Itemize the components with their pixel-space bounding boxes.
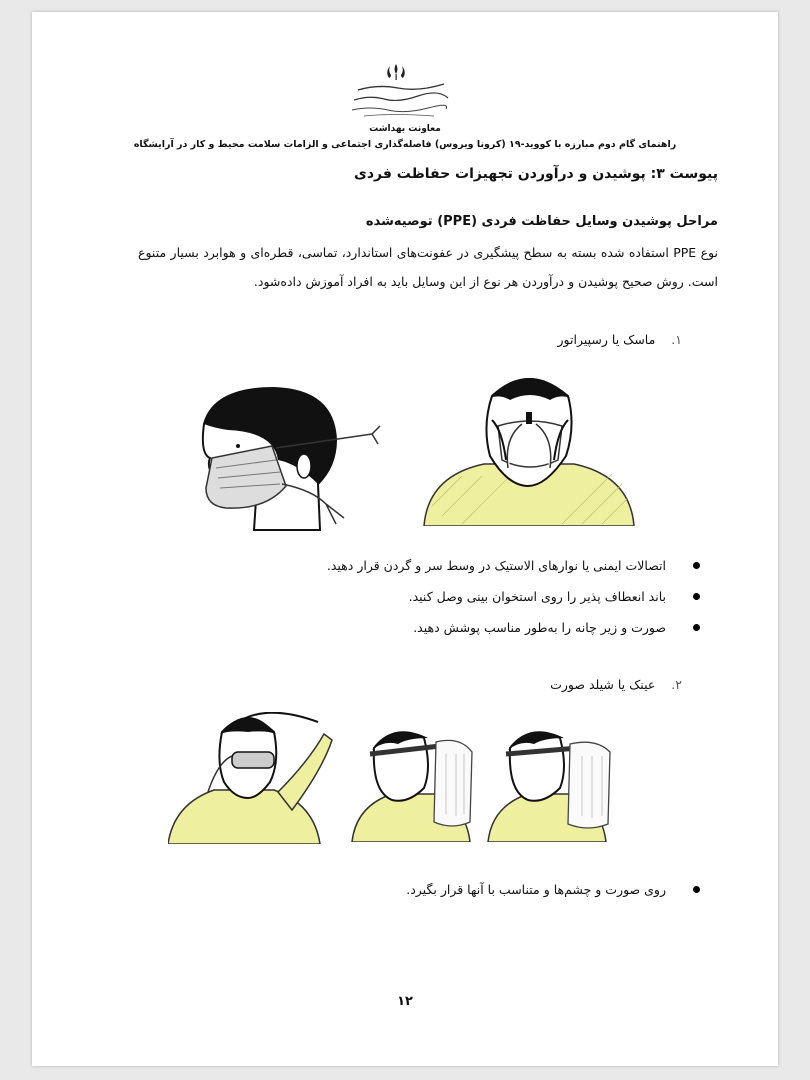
mask-side-illustration — [176, 384, 381, 536]
bullet-icon — [693, 624, 700, 631]
bullet-icon — [693, 562, 700, 569]
list-item: صورت و زیر چانه را به‌طور مناسب پوشش دهید. — [327, 612, 700, 643]
face-shield-fitted-illustration — [486, 724, 614, 846]
bullet-icon — [693, 593, 700, 600]
mask-instructions-list — [327, 550, 700, 643]
goggles-illustration — [168, 712, 340, 848]
document-page — [32, 12, 778, 1066]
face-shield-illustration — [350, 724, 478, 846]
item-title: ماسک یا رسپیراتور — [557, 332, 656, 347]
list-item: باند انعطاف پذیر را روی استخوان بینی وصل کنید. — [327, 581, 700, 612]
page-number: ۱۲ — [397, 994, 413, 1009]
shield-instructions-list — [406, 874, 700, 905]
item-number: ۲. — [671, 677, 682, 692]
item-title: عینک یا شیلد صورت — [550, 677, 656, 692]
bullet-icon — [693, 886, 700, 893]
ministry-logo — [344, 60, 454, 124]
list-item: روی صورت و چشم‌ها و متناسب با آنها قرار بگیرد. — [406, 874, 700, 905]
section-title: مراحل پوشیدن وسایل حفاظت فردی (PPE) توصیه‌شده — [365, 214, 718, 229]
intro-paragraph: نوع PPE استفاده شده بسته به سطح پیشگیری در عفونت‌های استاندارد، تماسی، قطره‌ای و هوابرد بسیار متنوع است. روش صحیح پوشیدن و درآوردن هر نوع از این وسایل باید به افراد آموزش داده‌شود. — [138, 245, 718, 289]
item-number: ۱. — [671, 332, 682, 347]
list-item: اتصالات ایمنی یا نوارهای الاستیک در وسط سر و گردن قرار دهید. — [327, 550, 700, 581]
mask-front-illustration — [422, 376, 637, 530]
org-subtitle: معاونت بهداشت — [369, 124, 441, 134]
document-header-title: راهنمای گام دوم مبارزه با کووید-۱۹ (کرونا ویروس) فاصله‌گذاری اجتماعی و الزامات سلامت محیط و کار در آرایشگاه — [133, 139, 677, 150]
item-heading — [558, 332, 682, 347]
item-heading — [550, 677, 682, 692]
appendix-title: پیوست ۳: پوشیدن و درآوردن تجهیزات حفاظت فردی — [353, 166, 718, 182]
